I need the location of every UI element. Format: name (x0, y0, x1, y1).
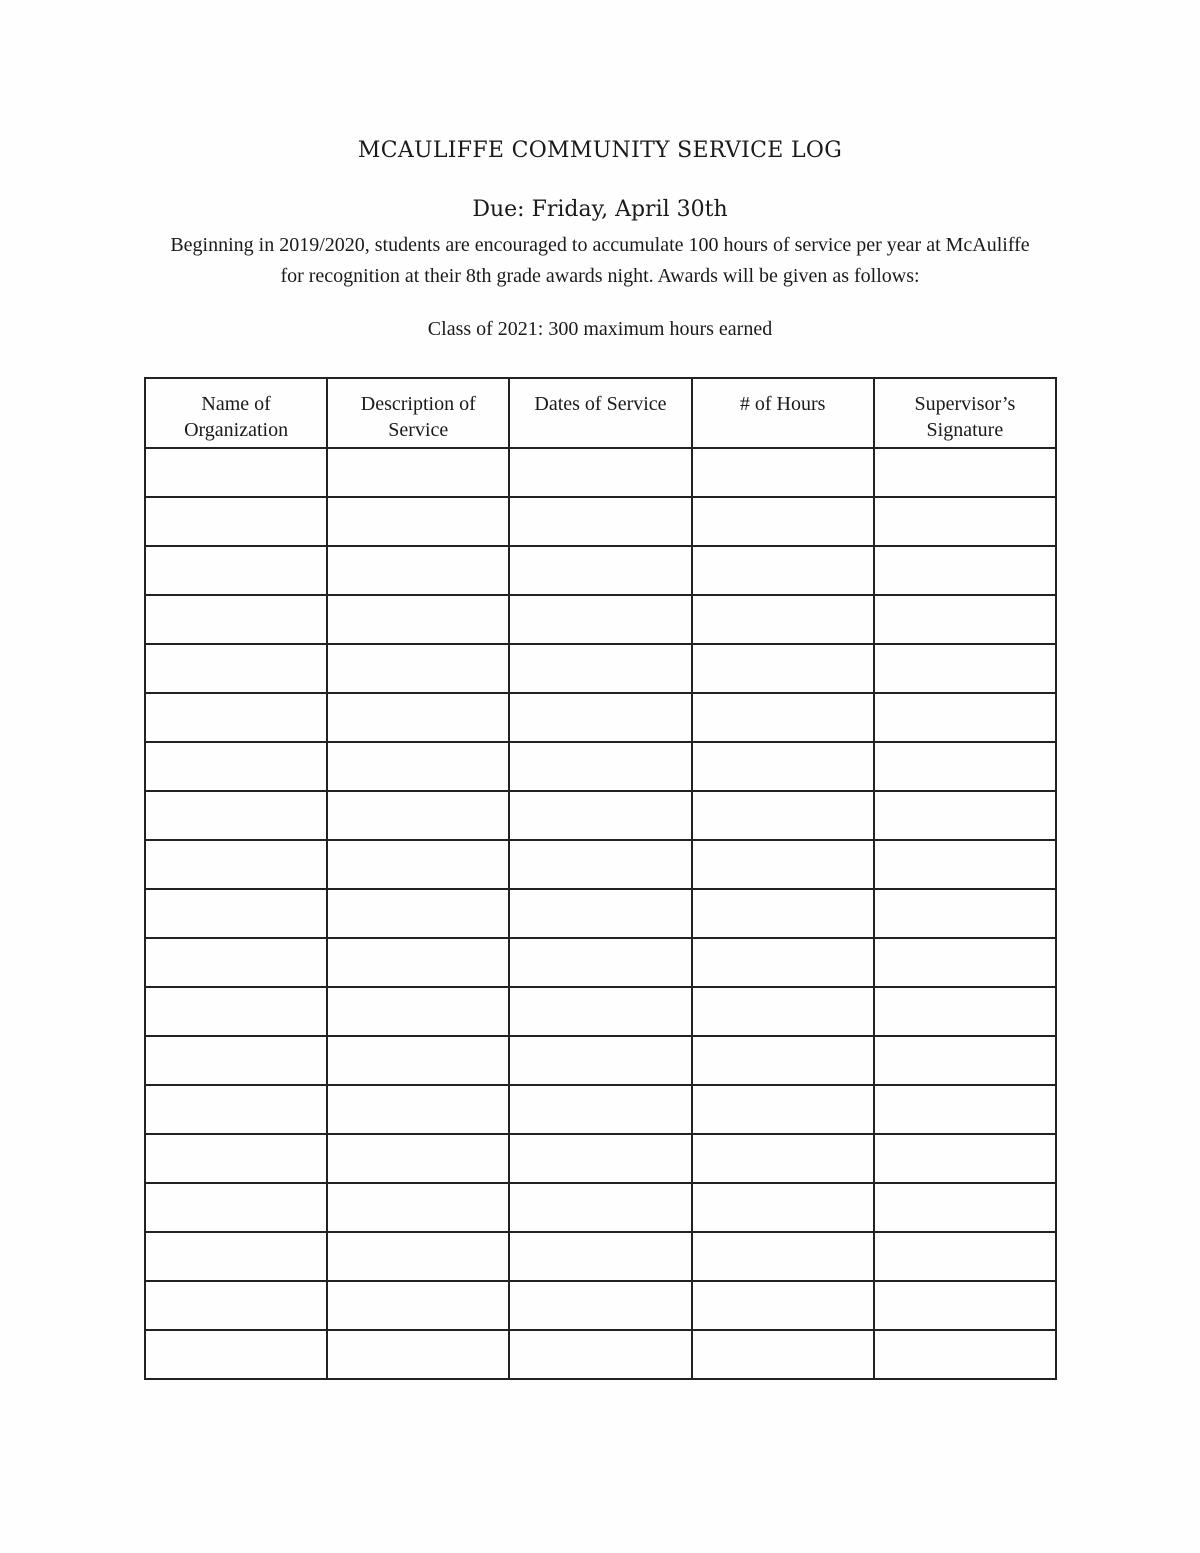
entry-cell-dates[interactable] (509, 1330, 691, 1379)
entry-cell-signature[interactable] (874, 1281, 1056, 1330)
entry-cell-description[interactable] (327, 497, 509, 546)
entry-cell-dates[interactable] (509, 889, 691, 938)
table-row (145, 987, 1056, 1036)
entry-cell-signature[interactable] (874, 889, 1056, 938)
entry-cell-dates[interactable] (509, 938, 691, 987)
entry-cell-description[interactable] (327, 1281, 509, 1330)
entry-cell-dates[interactable] (509, 1134, 691, 1183)
log-body (145, 448, 1056, 1379)
table-row (145, 497, 1056, 546)
entry-cell-hours[interactable] (692, 889, 874, 938)
entry-cell-dates[interactable] (509, 1281, 691, 1330)
entry-cell-description[interactable] (327, 595, 509, 644)
entry-cell-dates[interactable] (509, 1183, 691, 1232)
entry-cell-description[interactable] (327, 546, 509, 595)
entry-cell-signature[interactable] (874, 1085, 1056, 1134)
table-row (145, 1232, 1056, 1281)
entry-cell-dates[interactable] (509, 497, 691, 546)
header-label: # of Hours (739, 393, 826, 415)
entry-cell-description[interactable] (327, 791, 509, 840)
entry-cell-description[interactable] (327, 889, 509, 938)
entry-cell-organization[interactable] (145, 840, 327, 889)
entry-cell-organization[interactable] (145, 497, 327, 546)
entry-cell-description[interactable] (327, 1183, 509, 1232)
entry-cell-hours[interactable] (692, 791, 874, 840)
entry-cell-hours[interactable] (692, 1085, 874, 1134)
entry-cell-description[interactable] (327, 1085, 509, 1134)
entry-cell-dates[interactable] (509, 546, 691, 595)
entry-cell-description[interactable] (327, 987, 509, 1036)
intro-paragraph: Beginning in 2019/2020, students are encouraged to accumulate 100 hours of service per year at McAuliffe for recognition at their 8th grade awards night. Awards will be given as follows: (170, 234, 1030, 287)
table-row (145, 595, 1056, 644)
entry-cell-organization[interactable] (145, 1281, 327, 1330)
entry-cell-description[interactable] (327, 742, 509, 791)
entry-cell-hours[interactable] (692, 938, 874, 987)
entry-cell-signature[interactable] (874, 791, 1056, 840)
entry-cell-description[interactable] (327, 1036, 509, 1085)
entry-cell-signature[interactable] (874, 1134, 1056, 1183)
table-row (145, 889, 1056, 938)
entry-cell-organization[interactable] (145, 448, 327, 497)
table-row (145, 791, 1056, 840)
entry-cell-dates[interactable] (509, 791, 691, 840)
entry-cell-dates[interactable] (509, 448, 691, 497)
header-cell-organization (145, 378, 327, 448)
entry-cell-signature[interactable] (874, 938, 1056, 987)
table-row (145, 840, 1056, 889)
due-date: Due: Friday, April 30th (472, 197, 728, 222)
table-row (145, 1134, 1056, 1183)
table-row (145, 1183, 1056, 1232)
entry-cell-hours[interactable] (692, 448, 874, 497)
class-hours-note: Class of 2021: 300 maximum hours earned (427, 318, 773, 340)
entry-cell-description[interactable] (327, 938, 509, 987)
entry-cell-hours[interactable] (692, 987, 874, 1036)
entry-cell-organization[interactable] (145, 1134, 327, 1183)
entry-cell-organization[interactable] (145, 742, 327, 791)
entry-cell-organization[interactable] (145, 1085, 327, 1134)
entry-cell-organization[interactable] (145, 1183, 327, 1232)
service-log-table (144, 377, 1057, 1380)
entry-cell-description[interactable] (327, 1134, 509, 1183)
entry-cell-signature[interactable] (874, 497, 1056, 546)
entry-cell-signature[interactable] (874, 1330, 1056, 1379)
entry-cell-hours[interactable] (692, 595, 874, 644)
header-label: Name of Organization (184, 393, 289, 441)
table-row (145, 1085, 1056, 1134)
table-row (145, 1036, 1056, 1085)
entry-cell-hours[interactable] (692, 497, 874, 546)
entry-cell-description[interactable] (327, 1232, 509, 1281)
table-row (145, 1281, 1056, 1330)
table-row (145, 1330, 1056, 1379)
header-cell-dates (509, 378, 691, 448)
entry-cell-dates[interactable] (509, 1232, 691, 1281)
header-cell-description (327, 378, 509, 448)
entry-cell-hours[interactable] (692, 1134, 874, 1183)
entry-cell-dates[interactable] (509, 840, 691, 889)
header-cell-hours (692, 378, 874, 448)
header-label: Description of Service (360, 393, 476, 441)
entry-cell-hours[interactable] (692, 1232, 874, 1281)
table-row (145, 693, 1056, 742)
entry-cell-organization[interactable] (145, 1330, 327, 1379)
entry-cell-dates[interactable] (509, 595, 691, 644)
entry-cell-organization[interactable] (145, 987, 327, 1036)
entry-cell-description[interactable] (327, 840, 509, 889)
entry-cell-organization[interactable] (145, 791, 327, 840)
entry-cell-dates[interactable] (509, 1085, 691, 1134)
entry-cell-organization[interactable] (145, 889, 327, 938)
entry-cell-organization[interactable] (145, 693, 327, 742)
entry-cell-dates[interactable] (509, 693, 691, 742)
entry-cell-dates[interactable] (509, 644, 691, 693)
entry-cell-hours[interactable] (692, 1281, 874, 1330)
entry-cell-description[interactable] (327, 448, 509, 497)
entry-cell-organization[interactable] (145, 546, 327, 595)
entry-cell-description[interactable] (327, 644, 509, 693)
table-row (145, 546, 1056, 595)
header-label: Dates of Service (534, 393, 667, 415)
table-row (145, 644, 1056, 693)
entry-cell-organization[interactable] (145, 1232, 327, 1281)
entry-cell-hours[interactable] (692, 1036, 874, 1085)
entry-cell-signature[interactable] (874, 840, 1056, 889)
entry-cell-organization[interactable] (145, 644, 327, 693)
entry-cell-signature[interactable] (874, 1183, 1056, 1232)
entry-cell-dates[interactable] (509, 742, 691, 791)
entry-cell-hours[interactable] (692, 546, 874, 595)
entry-cell-organization[interactable] (145, 938, 327, 987)
entry-cell-signature[interactable] (874, 987, 1056, 1036)
entry-cell-hours[interactable] (692, 1330, 874, 1379)
entry-cell-hours[interactable] (692, 644, 874, 693)
entry-cell-signature[interactable] (874, 595, 1056, 644)
entry-cell-hours[interactable] (692, 693, 874, 742)
entry-cell-hours[interactable] (692, 840, 874, 889)
entry-cell-dates[interactable] (509, 987, 691, 1036)
entry-cell-signature[interactable] (874, 546, 1056, 595)
entry-cell-organization[interactable] (145, 1036, 327, 1085)
entry-cell-signature[interactable] (874, 448, 1056, 497)
entry-cell-hours[interactable] (692, 1183, 874, 1232)
entry-cell-hours[interactable] (692, 742, 874, 791)
table-row (145, 742, 1056, 791)
header-cell-signature (874, 378, 1056, 448)
header-row (145, 378, 1056, 448)
entry-cell-signature[interactable] (874, 742, 1056, 791)
entry-cell-signature[interactable] (874, 644, 1056, 693)
document-title: MCAULIFFE COMMUNITY SERVICE LOG (357, 138, 843, 163)
entry-cell-signature[interactable] (874, 693, 1056, 742)
entry-cell-signature[interactable] (874, 1232, 1056, 1281)
entry-cell-dates[interactable] (509, 1036, 691, 1085)
entry-cell-organization[interactable] (145, 595, 327, 644)
entry-cell-description[interactable] (327, 693, 509, 742)
header-label: Supervisor’s Signature (914, 393, 1016, 441)
entry-cell-signature[interactable] (874, 1036, 1056, 1085)
table-row (145, 448, 1056, 497)
entry-cell-description[interactable] (327, 1330, 509, 1379)
table-row (145, 938, 1056, 987)
